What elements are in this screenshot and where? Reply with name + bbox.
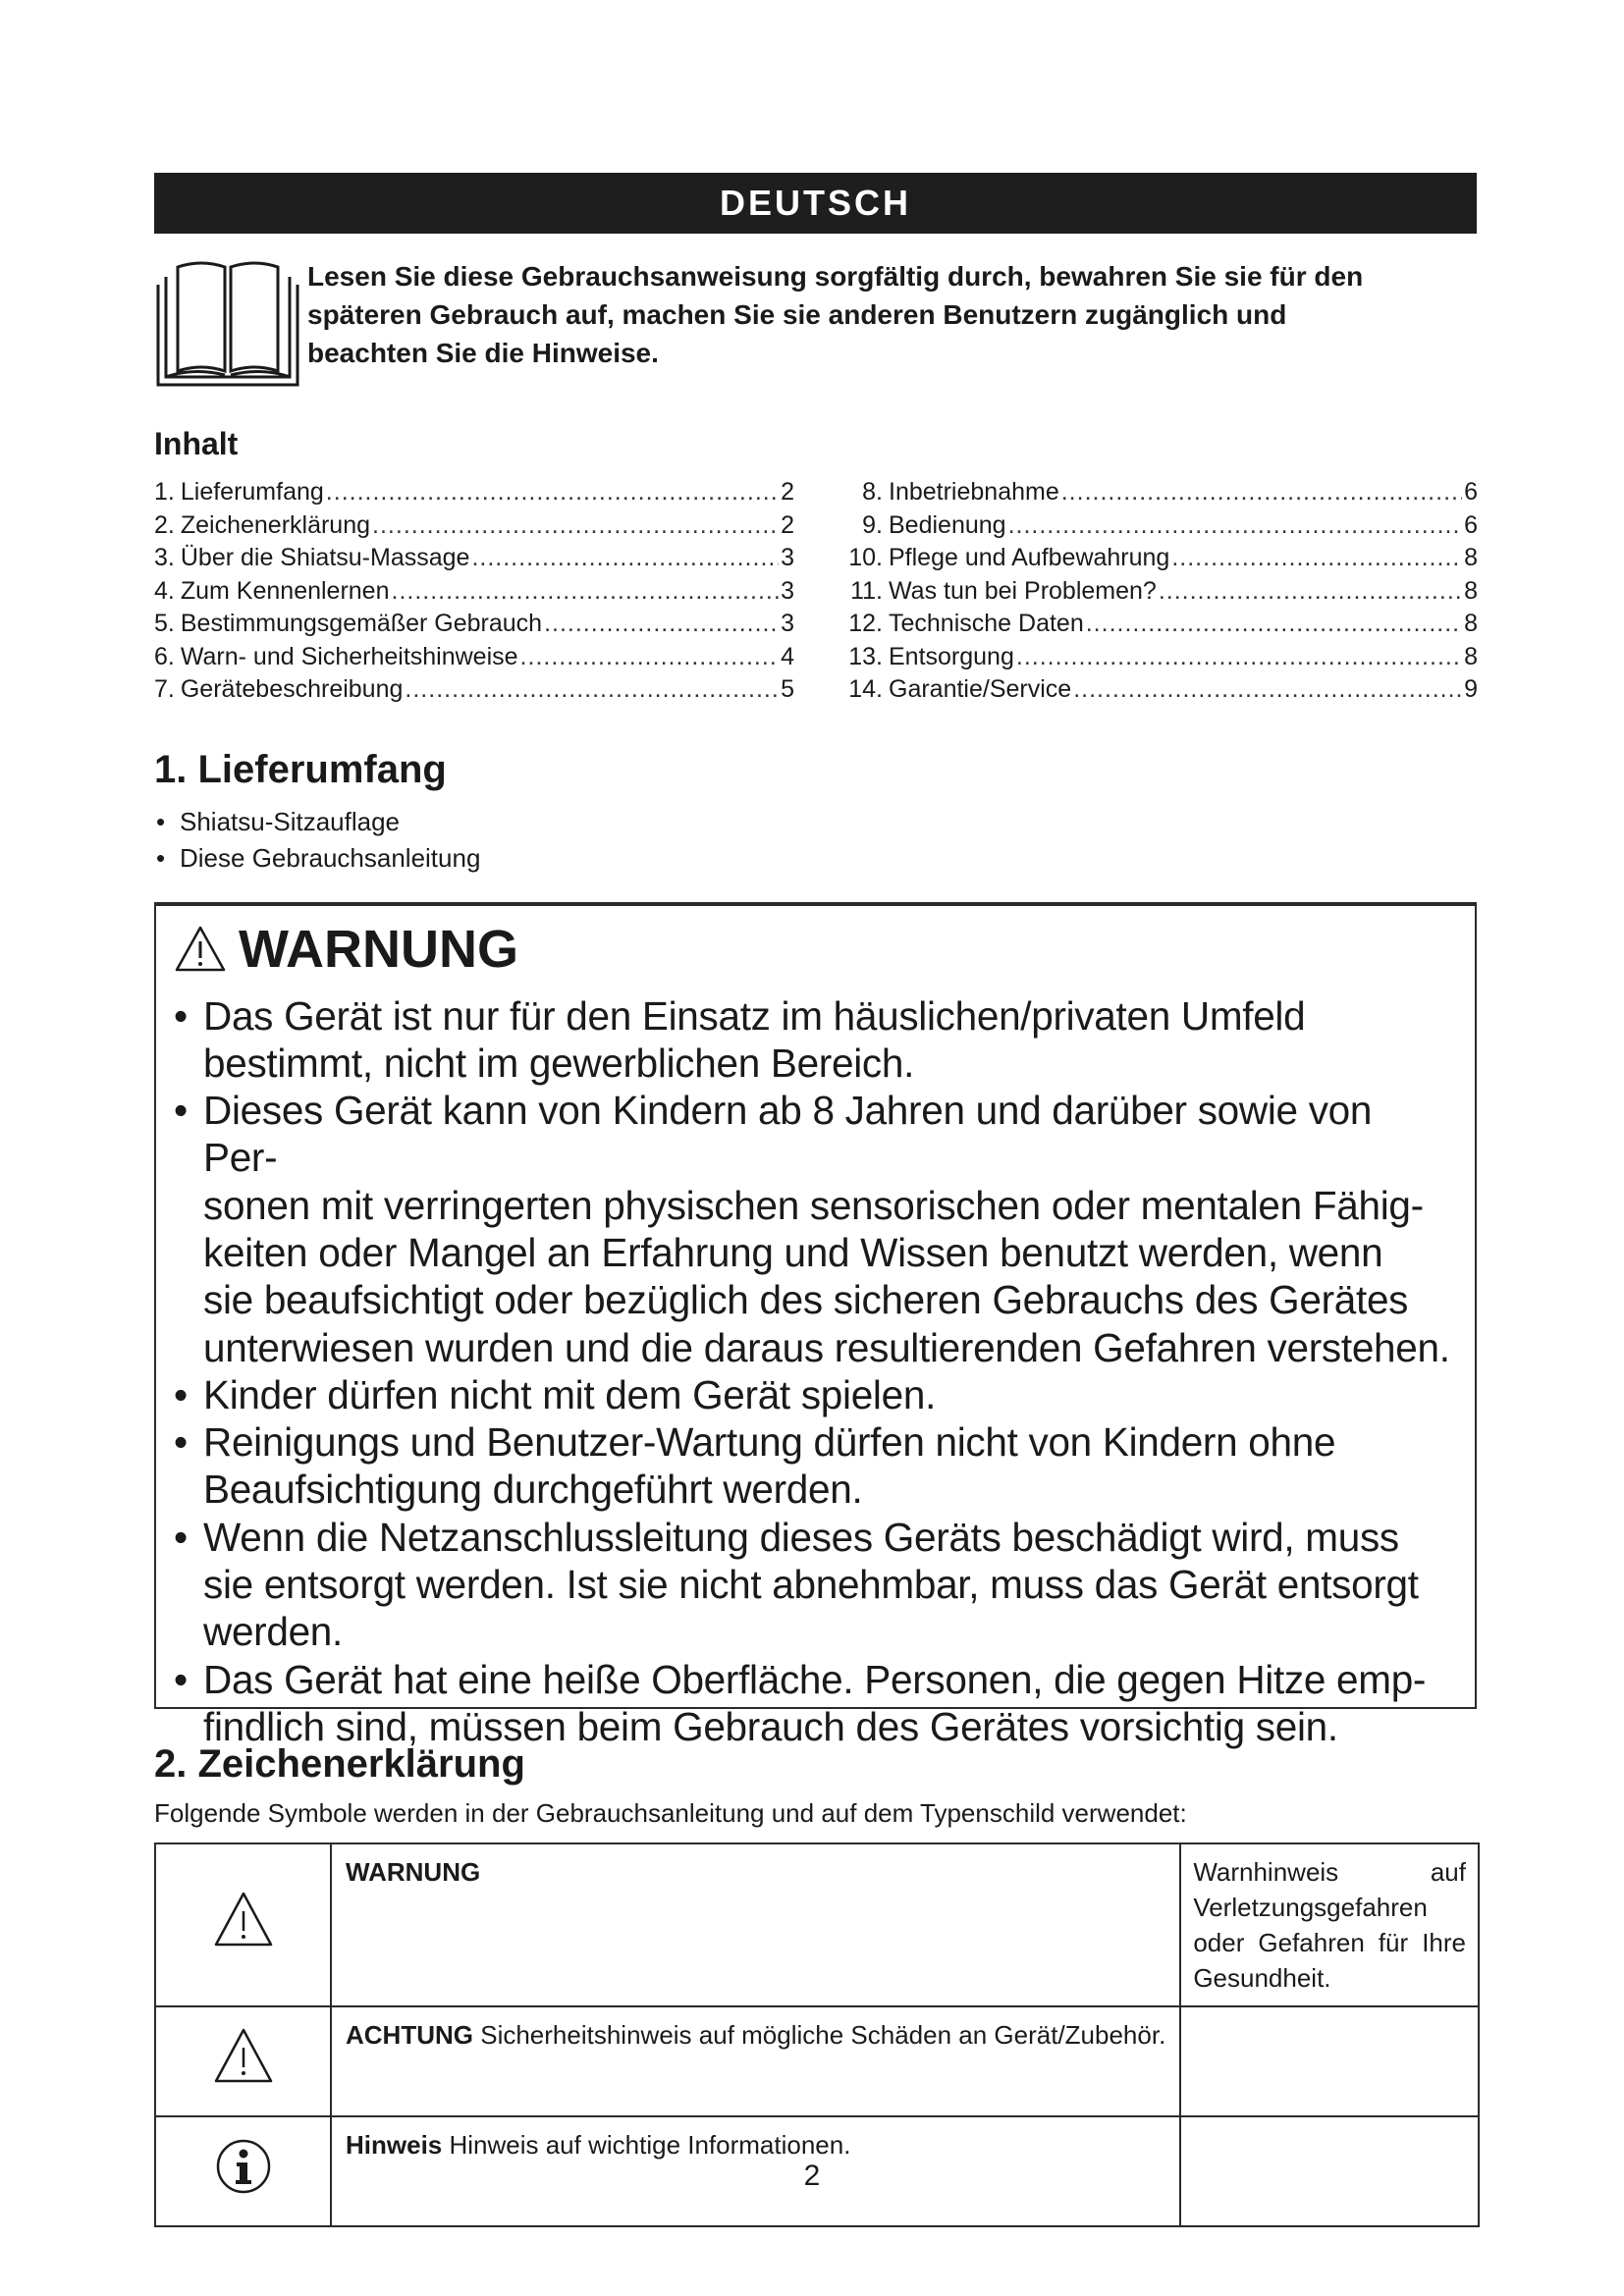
intro-notice [154, 257, 1477, 389]
list-item: • Das Gerät ist nur für den Einsatz im häuslichen/privaten Umfeld bestimmt, nicht im gewerblichen Bereich. [174, 992, 1455, 1088]
table-of-contents [154, 476, 1477, 707]
toc-entry[interactable]: 3. Über die Shiatsu-Massage ..... 3 [154, 542, 794, 575]
toc-entry[interactable]: 12. Technische Daten ..... 8 [839, 608, 1478, 641]
toc-entry[interactable]: 2. Zeichenerklärung ..... 2 [154, 509, 794, 543]
warning-title: WARNUNG [239, 919, 518, 979]
toc-column-left [154, 476, 794, 707]
toc-entry[interactable]: 4. Zum Kennenlernen ..... 3 [154, 575, 794, 609]
table-row: Hinweis Hinweis auf wichtige Informationen. [155, 2116, 1479, 2226]
intro-line-3: beachten Sie die Hinweise. [307, 338, 659, 368]
table-row [155, 1843, 1479, 2006]
warning-box [154, 902, 1477, 1749]
section-2-title: 2. Zeichenerklärung [154, 1741, 525, 1786]
list-item: • Reinigungs und Benutzer-Wartung dürfen nicht von Kindern ohne Beaufsichtigung durchgeführt werden. [174, 1418, 1455, 1514]
list-item: • Das Gerät hat eine heiße Oberfläche. Personen, die gegen Hitze emp- findlich sind, müssen beim Gebrauch des Gerätes vorsichtig sein. [174, 1656, 1455, 1751]
warning-triangle-icon [174, 925, 227, 974]
toc-entry[interactable]: 5. Bestimmungsgemäßer Gebrauch ..... 3 [154, 608, 794, 641]
symbol-description [1180, 2006, 1479, 2116]
manual-page [154, 173, 1477, 2227]
toc-entry[interactable]: 8. Inbetriebnahme ..... 6 [839, 476, 1478, 509]
toc-entry[interactable]: 9. Bedienung ..... 6 [839, 509, 1478, 543]
toc-entry[interactable]: 14. Garantie/Service ..... 9 [839, 673, 1478, 707]
symbol-term: ACHTUNG [346, 2019, 473, 2050]
intro-line-1: Lesen Sie diese Gebrauchsanweisung sorgfältig durch, bewahren Sie sie für den [307, 261, 1364, 292]
toc-entry[interactable]: 10. Pflege und Aufbewahrung ..... 8 [839, 542, 1478, 575]
symbol-term: WARNUNG [346, 1856, 481, 1887]
warning-list [174, 992, 1455, 1751]
warning-triangle-icon [212, 1890, 275, 1950]
delivery-contents-list [154, 804, 1477, 877]
toc-entry[interactable]: 11. Was tun bei Problemen? ..... 8 [839, 575, 1478, 609]
list-item: • Wenn die Netzanschlussleitung dieses Geräts beschädigt wird, muss sie entsorgt werden. Ist sie nicht abnehmbar, muss das Gerät entsorgt werden. [174, 1514, 1455, 1656]
toc-heading: Inhalt [154, 426, 239, 461]
symbol-description: Warnhinweis auf Verletzungsgefahren oder Gefahren für Ihre Gesundheit. [1180, 1843, 1479, 2006]
list-item: • Diese Gebrauchsanleitung [154, 840, 1477, 877]
toc-entry[interactable]: 13. Entsorgung ..... 8 [839, 641, 1478, 674]
open-book-icon [154, 257, 301, 389]
toc-entry[interactable]: 6. Warn- und Sicherheitshinweise ..... 4 [154, 641, 794, 674]
list-item: • Shiatsu-Sitzauflage [154, 804, 1477, 840]
toc-entry[interactable]: 7. Gerätebeschreibung ..... 5 [154, 673, 794, 707]
section-1-title: 1. Lieferumfang [154, 747, 447, 791]
table-row: ACHTUNG Sicherheitshinweis auf mögliche Schäden an Gerät/Zubehör. [155, 2006, 1479, 2116]
symbol-term: Hinweis [346, 2129, 443, 2160]
intro-line-2: späteren Gebrauch auf, machen Sie sie anderen Benutzern zugänglich und [307, 299, 1287, 330]
language-banner: DEUTSCH [154, 173, 1477, 234]
list-item: • Dieses Gerät kann von Kindern ab 8 Jahren und darüber sowie von Per- sonen mit verringerten physischen sensorischen oder mentalen Fähig- keiten oder Mangel an Erfahrung und Wissen benutzt werden, wenn sie beaufsichtigt oder bezüglich des sicheren Gebrauchs des Gerätes unterwiesen wurden und die daraus resultierenden Gefahren verstehen. [174, 1087, 1455, 1371]
caution-triangle-icon [212, 2026, 275, 2087]
page-number: 2 [803, 2160, 821, 2192]
list-item: • Kinder dürfen nicht mit dem Gerät spielen. [174, 1371, 1455, 1418]
toc-column-right [839, 476, 1478, 707]
toc-entry[interactable]: 1. Lieferumfang ..... 2 [154, 476, 794, 509]
section-2-intro: Folgende Symbole werden in der Gebrauchsanleitung und auf dem Typenschild verwendet: [154, 1797, 1187, 1828]
